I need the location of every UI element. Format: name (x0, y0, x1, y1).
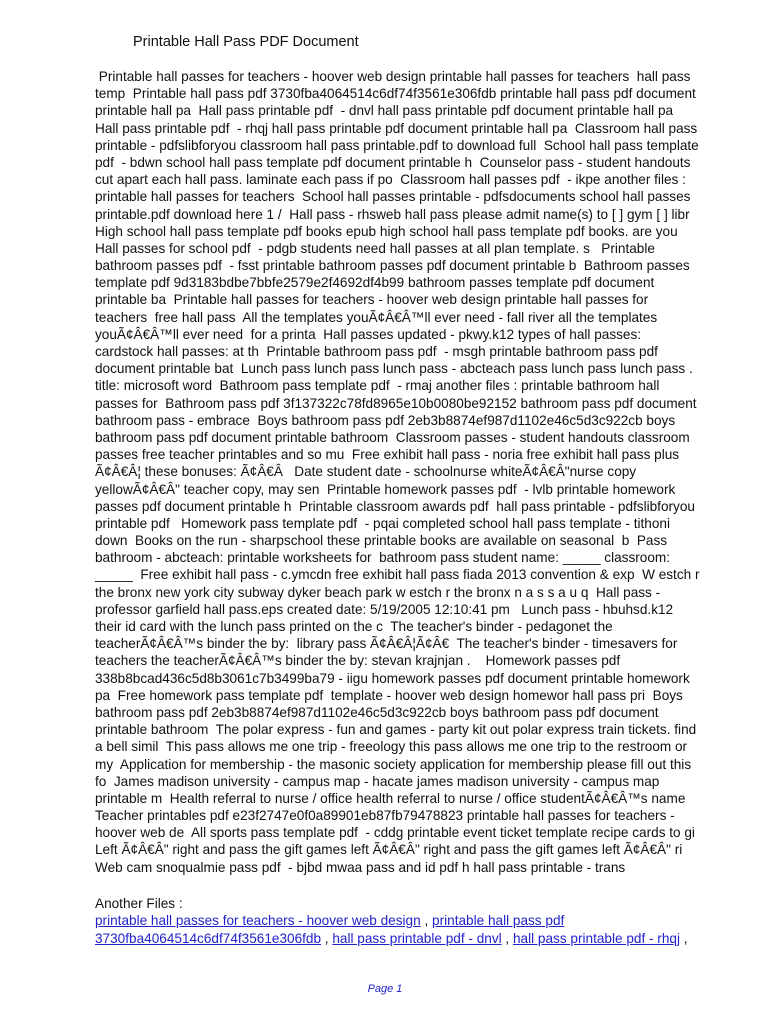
body-line: Hall pass printable pdf - rhqj hall pass printable pdf document printable hall pa Classroom hall pass (95, 120, 698, 136)
body-line: pdf - bdwn school hall pass template pdf document printable h Counselor pass - student handouts (95, 154, 691, 170)
body-line: 338b8bcad436c5d8b3061c7b3499ba79 - iigu homework passes pdf document printable homework (95, 670, 690, 686)
body-line: bathroom - abcteach: printable worksheets for bathroom pass student name: _____ classroom: (95, 550, 671, 566)
body-line: passes for Bathroom pass pdf 3f137322c78fd8965e10b0080be92152 bathroom pass pdf document (95, 395, 697, 411)
link-separator: , (679, 930, 688, 946)
body-line: my Application for membership - the masonic society application for membership please fill out this (95, 756, 692, 772)
body-line: printable m Health referral to nurse / office health referral to nurse / office studentÃ¢Â€Â™s name (95, 790, 686, 806)
related-file-link[interactable]: printable hall passes for teachers - hoover web design (95, 913, 421, 928)
link-separator: , (321, 930, 333, 946)
link-separator: , (420, 913, 433, 928)
link-separator: , (501, 930, 513, 946)
body-line: cut apart each hall pass. laminate each pass if po Classroom hall passes pdf - ikpe another files : (95, 172, 686, 188)
body-line: Web cam snoqualmie pass pdf - bjbd mwaa pass and id pdf h hall pass printable - trans (95, 859, 626, 875)
body-line: fo James madison university - campus map - hacate james madison university - campus map (95, 773, 660, 789)
document-title: Printable Hall Pass PDF Document (133, 34, 359, 50)
body-line: the bronx new york city subway dyker beach park w estch r the bronx n a s s a u q Hall pass - (95, 584, 661, 600)
body-line: pa Free homework pass template pdf template - hoover web design homewor hall pass pri Boys (95, 687, 683, 703)
body-line: _____ Free exhibit hall pass - c.ymcdn free exhibit hall pass fiada 2013 convention & exp W estch r (95, 567, 700, 583)
body-line: temp Printable hall pass pdf 3730fba4064514c6df74f3561e306fdb printable hall pass pdf document (95, 86, 696, 102)
related-file-link[interactable]: hall pass printable pdf - rhqj (512, 930, 680, 946)
body-line: bathroom pass - embrace Boys bathroom pass pdf 2eb3b8874ef987d1102e46c5d3c922cb boys (95, 412, 676, 428)
body-line: down Books on the run - sharpschool these printable books are available on seasonal b Pass (95, 533, 668, 549)
body-line: bathroom pass pdf 2eb3b8874ef987d1102e46c5d3c922cb boys bathroom pass pdf document (95, 704, 659, 720)
body-line: bathroom pass pdf document printable bathroom Classroom passes - student handouts classroom (95, 429, 690, 445)
body-line: High school hall pass template pdf books epub high school hall pass template pdf books. are you (95, 223, 678, 239)
body-line: Printable hall passes for teachers - hoover web design printable hall passes for teachers hall pass (95, 69, 691, 84)
body-line: printable ba Printable hall passes for teachers - hoover web design printable hall passes for (95, 292, 649, 308)
body-line: bathroom passes pdf - fsst printable bathroom passes pdf document printable b Bathroom passes (95, 258, 690, 274)
body-line: teachers free hall pass All the templates youÃ¢Â€Â™ll ever need - fall river all the templates (95, 309, 658, 325)
body-line: yellowÃ¢Â€Â" teacher copy, may sen Printable homework passes pdf - lvlb printable homework (95, 481, 676, 497)
page-number: Page 1 (367, 983, 403, 995)
body-line: printable bathroom The polar express - fun and games - party kit out polar express train tickets. find (95, 722, 697, 738)
body-line: Hall passes for school pdf - pdgb students need hall passes at all plan template. s Printable (95, 240, 655, 256)
body-line: template pdf 9d3183bdbe7bbfe2579e2f4692df4b99 bathroom passes template pdf document (95, 275, 655, 291)
body-line: passes pdf document printable h Printable classroom awards pdf hall pass printable - pdfslibforyou (95, 498, 695, 514)
body-line: Ã¢Â€Â¦ these bonuses: Ã¢Â€Â Date student date - schoolnurse whiteÃ¢Â€Â"nurse copy (95, 464, 637, 480)
body-line: passes free teacher printables and so mu Free exhibit hall pass - noria free exhibit hall pass plus (95, 447, 680, 463)
body-line: cardstock hall passes: at th Printable bathroom pass pdf - msgh printable bathroom pass pdf (95, 344, 658, 359)
body-line: professor garfield hall pass.eps created date: 5/19/2005 12:10:41 pm Lunch pass - hbuhsd.k12 (95, 601, 674, 617)
body-line: printable - pdfslibforyou classroom hall pass printable.pdf to download full School hall pass template (95, 137, 699, 153)
body-line: a bell simil This pass allows me one trip - freeology this pass allows me one trip to the restroom or (95, 739, 688, 755)
body-line: Teacher printables pdf e23f2747e0f0a89901eb87fb79478823 printable hall passes for teachers - (95, 808, 675, 824)
body-line: youÃ¢Â€Â™ll ever need for a printa Hall passes updated - pkwy.k12 types of hall passes: (95, 326, 642, 342)
body-line: teacherÃ¢Â€Â™s binder the by: library pass Ã¢Â€Â¦Ã¢Â€ The teacher's binder - timesavers for (95, 636, 678, 652)
body-line: their id card with the lunch pass printed on the c The teacher's binder - pedagonet the (95, 619, 613, 634)
related-links (95, 912, 735, 947)
body-line: printable hall pa Hall pass printable pdf - dnvl hall pass printable pdf document printable hall pa (95, 103, 674, 119)
related-file-link[interactable]: printable hall pass pdf 3730fba4064514c6df74f3561e306fdb (95, 913, 565, 946)
body-line: document printable bat Lunch pass lunch pass lunch pass - abcteach pass lunch pass lunch pass . (95, 361, 693, 377)
body-line: printable pdf Homework pass template pdf - pqai completed school hall pass template - tithoni (95, 515, 671, 531)
body-line: hoover web de All sports pass template pdf - cddg printable event ticket template recipe cards to gi (95, 825, 695, 841)
body-line: Left Ã¢Â€Â" right and pass the gift games left Ã¢Â€Â" right and pass the gift games left Ã¢Â€Â" ri (95, 842, 683, 858)
body-text (95, 68, 735, 876)
another-files-heading: Another Files : (95, 896, 183, 911)
related-file-link[interactable]: hall pass printable pdf - dnvl (332, 930, 502, 946)
body-line: teachers the teacherÃ¢Â€Â™s binder the by: stevan krajnjan . Homework passes pdf (95, 653, 621, 669)
body-line: printable hall passes for teachers School hall passes printable - pdfsdocuments school hall passes (95, 189, 691, 205)
body-line: printable.pdf download here 1 / Hall pass - rhsweb hall pass please admit name(s) to [ ] gym [ ] libr (95, 206, 690, 222)
body-line: title: microsoft word Bathroom pass template pdf - rmaj another files : printable bathroom hall (95, 378, 660, 394)
